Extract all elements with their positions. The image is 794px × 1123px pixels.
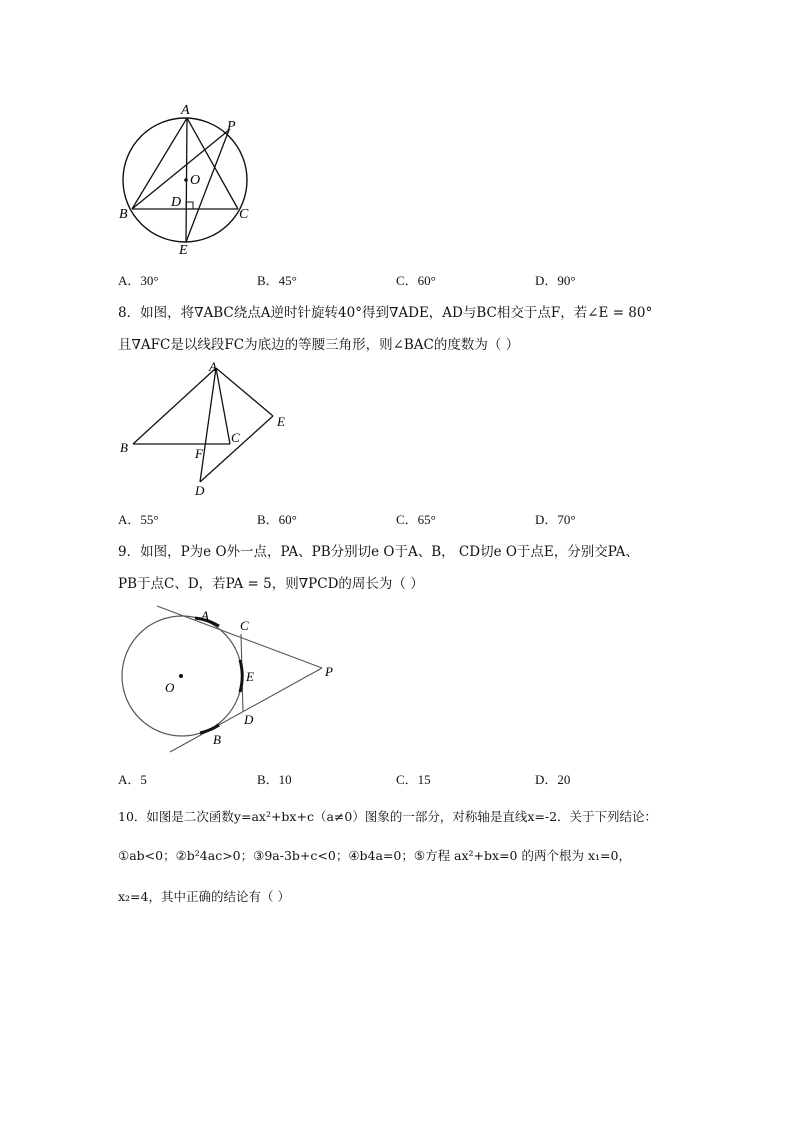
q7-option-c[interactable]: C．60°: [396, 273, 436, 288]
q9-label-e: E: [246, 669, 254, 684]
q7-option-a[interactable]: A．30°: [118, 273, 159, 288]
q8-segment-ab: [133, 368, 216, 444]
q9-label-o: O: [165, 680, 175, 695]
q9-text-line-1: 9．如图，P为e O外一点，PA、PB分别切e O于A、B， CD切e O于点E，分别交PA、: [118, 544, 639, 560]
q7-right-angle-mark: [186, 202, 193, 209]
q9-option-c[interactable]: C．15: [396, 772, 431, 787]
q8-segment-ac: [216, 368, 230, 444]
q8-triangle-figure: [115, 358, 305, 503]
q8-text-line-1: 8．如图，将∇ABC绕点A逆时针旋转40°得到∇ADE，AD与BC相交于点F，若∠E = 80°: [118, 305, 653, 321]
q9-option-a[interactable]: A．5: [118, 772, 147, 787]
q8-label-d: D: [195, 483, 205, 498]
q7-label-a: A: [181, 103, 190, 118]
q8-option-b[interactable]: B．60°: [257, 512, 297, 527]
q7-circle-figure: [115, 100, 265, 260]
q8-label-f: F: [195, 446, 203, 461]
q7-label-p: P: [227, 119, 236, 134]
q8-text-line-2: 且∇AFC是以线段FC为底边的等腰三角形，则∠BAC的度数为（ ）: [118, 337, 520, 353]
q7-center-dot: [184, 178, 188, 182]
q9-label-a: A: [201, 608, 209, 623]
q8-label-a: A: [209, 359, 217, 374]
q8-label-e: E: [277, 414, 285, 429]
q9-label-d: D: [244, 712, 254, 727]
q8-option-d[interactable]: D．70°: [535, 512, 576, 527]
q7-option-d[interactable]: D．90°: [535, 273, 576, 288]
q8-label-c: C: [231, 430, 240, 445]
q9-label-c: C: [240, 618, 249, 633]
q9-arc-e: [240, 660, 242, 692]
q10-text-line-2: ①ab<0；②b²4ac>0；③9a-3b+c<0；④b4a=0；⑤方程 ax²+bx=0 的两个根为 x₁=0，: [118, 848, 631, 863]
q9-label-p: P: [325, 664, 333, 679]
q7-option-b[interactable]: B．45°: [257, 273, 297, 288]
q9-option-d[interactable]: D．20: [535, 772, 571, 787]
q9-option-b[interactable]: B．10: [257, 772, 292, 787]
q7-label-o: O: [190, 173, 201, 188]
q10-text-line-1: 10．如图是二次函数y=ax²+bx+c（a≠0）图象的一部分，对称轴是直线x=-2．关于下列结论：: [118, 809, 658, 824]
q9-center-dot: [179, 674, 183, 678]
q8-option-a[interactable]: A．55°: [118, 512, 159, 527]
q8-option-c[interactable]: C．65°: [396, 512, 436, 527]
q8-label-b: B: [120, 440, 128, 455]
q9-tangent-figure: [115, 598, 350, 758]
q7-label-e: E: [179, 243, 188, 258]
q8-segment-de: [200, 416, 273, 482]
q9-label-b: B: [213, 732, 221, 747]
q8-segment-ad: [200, 368, 216, 482]
q9-text-line-2: PB于点C、D，若PA = 5，则∇PCD的周长为（ ）: [118, 576, 424, 592]
q10-text-line-3: x₂=4，其中正确的结论有（ ）: [118, 889, 290, 904]
q7-label-b: B: [119, 207, 128, 222]
q8-segment-ae: [216, 368, 273, 416]
q7-label-d: D: [171, 195, 182, 210]
q7-label-c: C: [239, 207, 249, 222]
